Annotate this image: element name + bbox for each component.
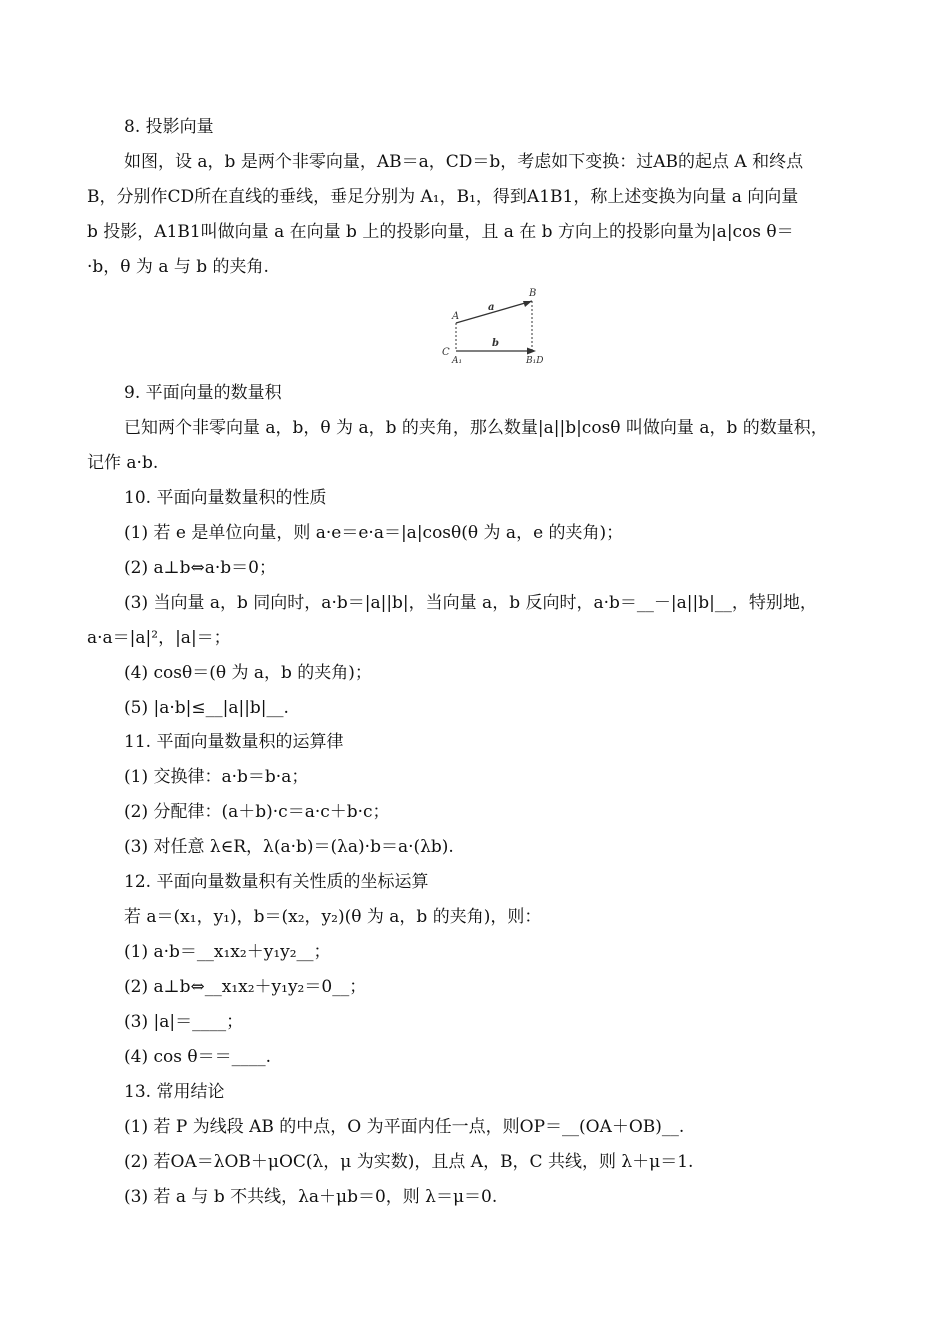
text-line: (5) |a·b|≤__|a||b|__. [124, 698, 289, 718]
text-line: (3) |a|＝____； [124, 1012, 244, 1032]
text-line: (1) a·b＝__x₁x₂＋y₁y₂__； [124, 942, 331, 962]
text-line: (1) 交换律：a·b＝b·a； [124, 767, 309, 787]
text-line: (1) 若 e 是单位向量，则 a·e＝e·a＝|a|cosθ(θ 为 a，e 的夹角)； [124, 523, 624, 543]
label-A1: A₁ [452, 356, 463, 366]
text-line: (2) 分配律：(a＋b)·c＝a·c＋b·c； [124, 802, 390, 822]
label-B: B [529, 288, 537, 299]
heading-9: 9. 平面向量的数量积 [124, 383, 282, 403]
label-vector-a: a [488, 302, 495, 313]
label-C: C [442, 347, 450, 358]
text-line: ·b，θ 为 a 与 b 的夹角. [87, 257, 269, 277]
heading-11: 11. 平面向量数量积的运算律 [124, 732, 344, 752]
text-line: 如图，设 a，b 是两个非零向量，AB＝a，CD＝b，考虑如下变换：过AB的起点 A 和终点 [124, 152, 804, 172]
text-line: (3) 当向量 a，b 同向时，a·b＝|a||b|，当向量 a，b 反向时，a·b＝__－|a||b|__，特别地， [124, 593, 817, 613]
text-line: b 投影，A1B1叫做向量 a 在向量 b 上的投影向量，且 a 在 b 方向上的投影向量为|a|cos θ＝ [87, 222, 794, 242]
text-line: (3) 对任意 λ∈R，λ(a·b)＝(λa)·b＝a·(λb). [124, 837, 454, 857]
heading-13: 13. 常用结论 [124, 1082, 225, 1102]
label-B1D: B₁D [526, 356, 544, 366]
heading-12: 12. 平面向量数量积有关性质的坐标运算 [124, 872, 429, 892]
text-line: 记作 a·b. [87, 453, 159, 473]
label-vector-b: b [492, 338, 499, 349]
text-line: (1) 若 P 为线段 AB 的中点，O 为平面内任一点，则OP＝__(OA＋OB)__. [124, 1117, 685, 1137]
text-line: (2) a⊥b⇔__x₁x₂＋y₁y₂＝0__； [124, 977, 367, 997]
text-line: (4) cosθ＝(θ 为 a，b 的夹角)； [124, 663, 372, 683]
heading-8: 8. 投影向量 [124, 117, 214, 137]
text-line: a·a＝|a|²，|a|＝； [87, 628, 231, 648]
heading-10: 10. 平面向量数量积的性质 [124, 488, 327, 508]
text-line: (4) cos θ＝＝____. [124, 1047, 272, 1067]
projection-diagram [438, 284, 558, 368]
text-line: B，分别作CD所在直线的垂线，垂足分别为 A₁，B₁，得到A1B1，称上述变换为向量 a 向向量 [87, 187, 799, 207]
text-line: (2) a⊥b⇔a·b＝0； [124, 558, 276, 578]
text-line: 若 a＝(x₁，y₁)，b＝(x₂，y₂)(θ 为 a，b 的夹角)，则： [124, 907, 542, 927]
vector-a-arrowhead [523, 301, 532, 307]
label-A: A [452, 311, 460, 322]
text-line: 已知两个非零向量 a，b，θ 为 a，b 的夹角，那么数量|a||b|cosθ 叫做向量 a，b 的数量积， [124, 418, 828, 438]
text-line: (2) 若OA＝λOB＋μOC(λ，μ 为实数)，且点 A，B，C 共线，则 λ＋μ＝1. [124, 1152, 694, 1172]
text-line: (3) 若 a 与 b 不共线，λa＋μb＝0，则 λ＝μ＝0. [124, 1187, 498, 1207]
